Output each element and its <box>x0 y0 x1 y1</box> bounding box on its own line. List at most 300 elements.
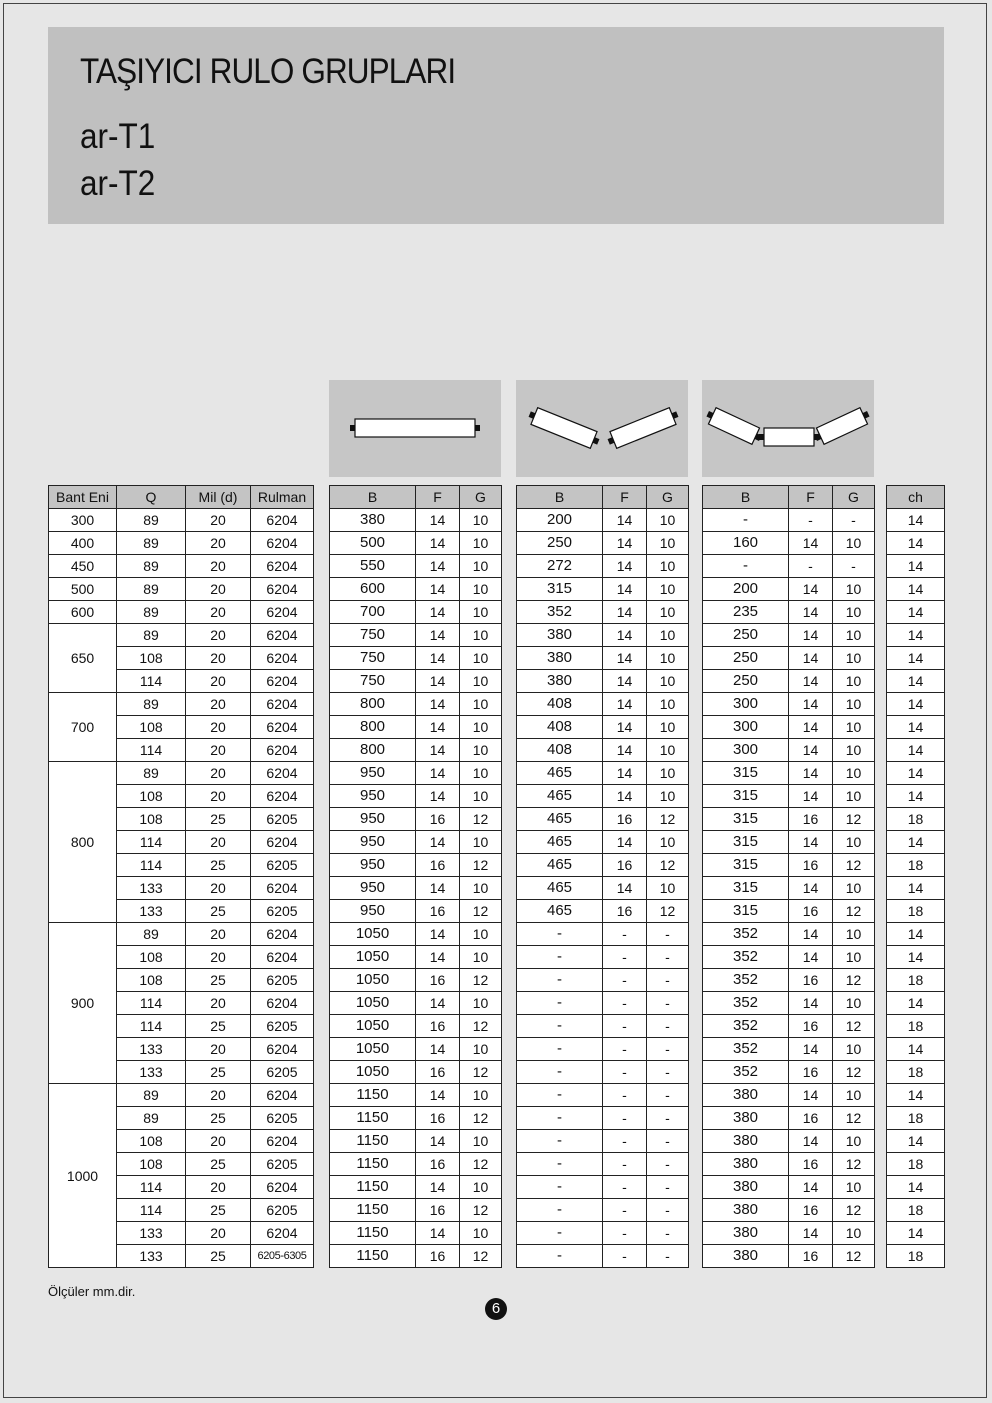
mil-cell: 20 <box>186 555 251 578</box>
b-cell: 315 <box>703 762 789 785</box>
ch-cell: 14 <box>887 693 945 716</box>
mil-cell: 20 <box>186 992 251 1015</box>
b-cell: - <box>703 555 789 578</box>
b-cell: - <box>517 1038 603 1061</box>
f-cell: 14 <box>416 785 460 808</box>
f-cell: - <box>603 1061 647 1084</box>
g-cell: 12 <box>833 1245 875 1268</box>
table-row <box>330 1245 502 1268</box>
b-cell: 700 <box>330 601 416 624</box>
g-cell: 10 <box>647 716 689 739</box>
table-row <box>703 532 875 555</box>
rulman-cell: 6204 <box>251 532 314 555</box>
f-cell: 16 <box>416 969 460 992</box>
b-cell: 160 <box>703 532 789 555</box>
ch-cell: 14 <box>887 624 945 647</box>
f-cell: 14 <box>603 647 647 670</box>
rulman-cell: 6204 <box>251 1038 314 1061</box>
f-cell: 14 <box>416 647 460 670</box>
table-row <box>887 739 945 762</box>
g-cell: 10 <box>460 647 502 670</box>
b-cell: 380 <box>703 1199 789 1222</box>
b-cell: 315 <box>703 831 789 854</box>
b-cell: 380 <box>517 624 603 647</box>
f-cell: 14 <box>416 693 460 716</box>
g-cell: 10 <box>460 624 502 647</box>
f-cell: - <box>603 1015 647 1038</box>
table-row <box>887 831 945 854</box>
f-cell: 14 <box>789 923 833 946</box>
q-cell: 89 <box>117 1084 186 1107</box>
main-spec-table <box>48 485 314 1268</box>
b-cell: 950 <box>330 900 416 923</box>
b-cell: 465 <box>517 808 603 831</box>
f-cell: 14 <box>789 1038 833 1061</box>
footnote: Ölçüler mm.dir. <box>48 1284 136 1299</box>
b-cell: 380 <box>703 1176 789 1199</box>
f-cell: 16 <box>416 1061 460 1084</box>
table-row <box>330 1084 502 1107</box>
f-cell: 14 <box>789 624 833 647</box>
f-cell: 14 <box>603 601 647 624</box>
table-row <box>703 555 875 578</box>
rulman-cell: 6204 <box>251 624 314 647</box>
table-row <box>517 946 689 969</box>
f-cell: 14 <box>416 1222 460 1245</box>
table-row <box>703 601 875 624</box>
ch-cell: 14 <box>887 1038 945 1061</box>
f-cell: 14 <box>603 532 647 555</box>
table-row <box>517 509 689 532</box>
b-cell: - <box>517 1245 603 1268</box>
mil-cell: 20 <box>186 716 251 739</box>
table-row <box>887 808 945 831</box>
g-cell: 10 <box>833 923 875 946</box>
b-cell: 950 <box>330 831 416 854</box>
table-row <box>330 831 502 854</box>
b-cell: 315 <box>703 854 789 877</box>
b-cell: 1050 <box>330 1061 416 1084</box>
table-row <box>887 601 945 624</box>
f-cell: 14 <box>416 509 460 532</box>
g-cell: 10 <box>460 578 502 601</box>
f-cell: 16 <box>603 900 647 923</box>
table-row <box>887 716 945 739</box>
q-cell: 133 <box>117 1038 186 1061</box>
g-cell: 10 <box>833 762 875 785</box>
bant-eni-cell: 700 <box>49 693 117 762</box>
table-row <box>49 555 314 578</box>
q-cell: 114 <box>117 854 186 877</box>
b-cell: - <box>517 1130 603 1153</box>
header-g: G <box>460 486 502 509</box>
table-row <box>517 1107 689 1130</box>
ch-cell: 18 <box>887 854 945 877</box>
rulman-cell: 6204 <box>251 716 314 739</box>
b-cell: 1050 <box>330 1015 416 1038</box>
b-cell: 352 <box>517 601 603 624</box>
table-row <box>703 762 875 785</box>
b-cell: 380 <box>517 670 603 693</box>
g-cell: 10 <box>647 831 689 854</box>
g-cell: 12 <box>647 808 689 831</box>
table-row <box>887 1222 945 1245</box>
table-row <box>330 900 502 923</box>
table-row <box>703 1245 875 1268</box>
mil-cell: 20 <box>186 785 251 808</box>
f-cell: 14 <box>416 831 460 854</box>
mil-cell: 25 <box>186 808 251 831</box>
header-b: B <box>330 486 416 509</box>
g-cell: 10 <box>833 716 875 739</box>
q-cell: 89 <box>117 923 186 946</box>
g-cell: 10 <box>833 877 875 900</box>
table-row <box>517 877 689 900</box>
f-cell: 16 <box>416 1245 460 1268</box>
header-q: Q <box>117 486 186 509</box>
f-cell: - <box>603 1038 647 1061</box>
table-row <box>887 1061 945 1084</box>
f-cell: 14 <box>789 1176 833 1199</box>
g-cell: 10 <box>460 670 502 693</box>
b-cell: 465 <box>517 762 603 785</box>
flat-roller-table <box>329 485 502 1268</box>
f-cell: 14 <box>789 532 833 555</box>
header-b: B <box>703 486 789 509</box>
table-row <box>330 785 502 808</box>
mil-cell: 20 <box>186 624 251 647</box>
g-cell: - <box>647 1084 689 1107</box>
table-row <box>703 670 875 693</box>
f-cell: - <box>603 1084 647 1107</box>
triple-roller-table <box>702 485 875 1268</box>
rulman-cell: 6204 <box>251 509 314 532</box>
table-row <box>887 624 945 647</box>
g-cell: 10 <box>833 992 875 1015</box>
b-cell: 352 <box>703 992 789 1015</box>
ch-cell: 18 <box>887 1153 945 1176</box>
rulman-cell: 6204 <box>251 601 314 624</box>
b-cell: - <box>517 1015 603 1038</box>
b-cell: 465 <box>517 877 603 900</box>
q-cell: 133 <box>117 1245 186 1268</box>
g-cell: 10 <box>460 762 502 785</box>
table-row <box>330 509 502 532</box>
f-cell: 14 <box>416 1130 460 1153</box>
q-cell: 89 <box>117 555 186 578</box>
g-cell: 10 <box>833 578 875 601</box>
table-row <box>49 1084 314 1107</box>
q-cell: 133 <box>117 1061 186 1084</box>
f-cell: 16 <box>416 1015 460 1038</box>
b-cell: 1150 <box>330 1130 416 1153</box>
table-row <box>887 670 945 693</box>
table-row <box>517 624 689 647</box>
table-row <box>330 1222 502 1245</box>
g-cell: 10 <box>833 670 875 693</box>
table-row <box>703 969 875 992</box>
b-cell: - <box>517 969 603 992</box>
mil-cell: 20 <box>186 601 251 624</box>
g-cell: - <box>647 969 689 992</box>
b-cell: 408 <box>517 716 603 739</box>
b-cell: 1150 <box>330 1176 416 1199</box>
table-row <box>517 716 689 739</box>
table-row <box>703 1153 875 1176</box>
b-cell: 300 <box>703 693 789 716</box>
mil-cell: 25 <box>186 854 251 877</box>
q-cell: 89 <box>117 532 186 555</box>
table-row <box>330 532 502 555</box>
f-cell: 14 <box>416 624 460 647</box>
ch-cell: 14 <box>887 946 945 969</box>
g-cell: - <box>647 1107 689 1130</box>
q-cell: 108 <box>117 969 186 992</box>
ch-cell: 14 <box>887 601 945 624</box>
g-cell: 12 <box>460 1153 502 1176</box>
f-cell: 16 <box>416 808 460 831</box>
q-cell: 114 <box>117 831 186 854</box>
b-cell: 352 <box>703 1061 789 1084</box>
table-row <box>517 647 689 670</box>
table-row <box>517 670 689 693</box>
g-cell: 12 <box>833 900 875 923</box>
g-cell: 12 <box>460 1245 502 1268</box>
b-cell: 380 <box>703 1084 789 1107</box>
f-cell: 14 <box>603 785 647 808</box>
g-cell: 10 <box>647 762 689 785</box>
g-cell: - <box>647 1130 689 1153</box>
table-row <box>517 808 689 831</box>
ch-cell: 14 <box>887 509 945 532</box>
g-cell: 12 <box>460 1061 502 1084</box>
model-name-2: ar-T2 <box>80 164 156 203</box>
f-cell: 14 <box>603 578 647 601</box>
b-cell: 380 <box>703 1222 789 1245</box>
q-cell: 114 <box>117 1176 186 1199</box>
b-cell: 250 <box>703 647 789 670</box>
f-cell: 14 <box>603 739 647 762</box>
table-row <box>330 808 502 831</box>
bant-eni-cell: 1000 <box>49 1084 117 1268</box>
rulman-cell: 6204 <box>251 670 314 693</box>
rulman-cell: 6205 <box>251 969 314 992</box>
b-cell: 550 <box>330 555 416 578</box>
b-cell: 465 <box>517 854 603 877</box>
q-cell: 89 <box>117 601 186 624</box>
b-cell: 750 <box>330 647 416 670</box>
f-cell: - <box>603 1130 647 1153</box>
table-row <box>330 739 502 762</box>
table-row <box>517 1176 689 1199</box>
q-cell: 108 <box>117 716 186 739</box>
table-row <box>887 854 945 877</box>
b-cell: 315 <box>703 877 789 900</box>
ch-cell: 18 <box>887 1061 945 1084</box>
g-cell: - <box>647 1199 689 1222</box>
g-cell: 12 <box>833 969 875 992</box>
mil-cell: 20 <box>186 877 251 900</box>
ch-cell: 14 <box>887 877 945 900</box>
table-row <box>887 1199 945 1222</box>
mil-cell: 25 <box>186 900 251 923</box>
f-cell: 16 <box>416 900 460 923</box>
g-cell: 10 <box>460 1176 502 1199</box>
f-cell: 14 <box>603 831 647 854</box>
f-cell: 14 <box>789 1222 833 1245</box>
mil-cell: 20 <box>186 509 251 532</box>
q-cell: 133 <box>117 900 186 923</box>
q-cell: 114 <box>117 1015 186 1038</box>
f-cell: 14 <box>603 693 647 716</box>
f-cell: 14 <box>789 762 833 785</box>
mil-cell: 25 <box>186 1153 251 1176</box>
b-cell: 380 <box>517 647 603 670</box>
b-cell: 1050 <box>330 946 416 969</box>
f-cell: 14 <box>416 946 460 969</box>
g-cell: - <box>647 992 689 1015</box>
table-row <box>703 923 875 946</box>
table-row <box>887 532 945 555</box>
table-row <box>703 831 875 854</box>
g-cell: 12 <box>460 1107 502 1130</box>
table-row <box>703 693 875 716</box>
g-cell: 12 <box>460 1199 502 1222</box>
g-cell: 10 <box>647 532 689 555</box>
b-cell: 352 <box>703 969 789 992</box>
ch-cell: 14 <box>887 831 945 854</box>
table-row <box>330 1038 502 1061</box>
table-row <box>703 854 875 877</box>
table-row <box>887 785 945 808</box>
f-cell: 16 <box>789 1153 833 1176</box>
g-cell: 10 <box>647 739 689 762</box>
b-cell: 800 <box>330 716 416 739</box>
b-cell: 950 <box>330 762 416 785</box>
b-cell: - <box>517 1199 603 1222</box>
f-cell: - <box>603 923 647 946</box>
b-cell: 600 <box>330 578 416 601</box>
rulman-cell: 6205 <box>251 1061 314 1084</box>
ch-cell: 14 <box>887 739 945 762</box>
f-cell: 14 <box>603 762 647 785</box>
g-cell: 10 <box>460 992 502 1015</box>
g-cell: 12 <box>833 1015 875 1038</box>
ch-cell: 14 <box>887 716 945 739</box>
f-cell: 14 <box>603 509 647 532</box>
f-cell: - <box>603 1222 647 1245</box>
table-row <box>330 578 502 601</box>
table-row <box>517 532 689 555</box>
b-cell: 380 <box>703 1153 789 1176</box>
rulman-cell: 6205 <box>251 1107 314 1130</box>
q-cell: 108 <box>117 808 186 831</box>
rulman-cell: 6204 <box>251 1130 314 1153</box>
triple-roller-diagram <box>702 380 874 477</box>
table-row <box>330 601 502 624</box>
table-row <box>887 877 945 900</box>
b-cell: - <box>517 992 603 1015</box>
table-row <box>703 1107 875 1130</box>
rulman-cell: 6205 <box>251 1015 314 1038</box>
table-row <box>517 923 689 946</box>
f-cell: 16 <box>416 1153 460 1176</box>
mil-cell: 20 <box>186 647 251 670</box>
g-cell: 10 <box>833 601 875 624</box>
mil-cell: 20 <box>186 578 251 601</box>
rulman-cell: 6204 <box>251 992 314 1015</box>
g-cell: 10 <box>460 509 502 532</box>
f-cell: 16 <box>603 808 647 831</box>
f-cell: 14 <box>789 785 833 808</box>
f-cell: 14 <box>603 670 647 693</box>
b-cell: 315 <box>703 808 789 831</box>
g-cell: 10 <box>460 601 502 624</box>
g-cell: 12 <box>460 854 502 877</box>
table-row <box>330 555 502 578</box>
table-row <box>517 1245 689 1268</box>
mil-cell: 20 <box>186 670 251 693</box>
mil-cell: 25 <box>186 969 251 992</box>
table-row <box>517 555 689 578</box>
q-cell: 114 <box>117 992 186 1015</box>
table-row <box>887 1245 945 1268</box>
table-row <box>330 1199 502 1222</box>
rulman-cell: 6204 <box>251 647 314 670</box>
table-row <box>330 1015 502 1038</box>
ch-cell: 14 <box>887 762 945 785</box>
ch-cell: 14 <box>887 923 945 946</box>
mil-cell: 20 <box>186 762 251 785</box>
table-row <box>517 1199 689 1222</box>
table-row <box>703 1199 875 1222</box>
rulman-cell: 6205-6305 <box>251 1245 314 1268</box>
table-row <box>887 1176 945 1199</box>
table-row <box>517 693 689 716</box>
table-row <box>703 877 875 900</box>
f-cell: 14 <box>416 1176 460 1199</box>
table-row <box>49 923 314 946</box>
g-cell: 12 <box>833 1061 875 1084</box>
rulman-cell: 6204 <box>251 785 314 808</box>
q-cell: 89 <box>117 578 186 601</box>
g-cell: 10 <box>647 555 689 578</box>
g-cell: 10 <box>647 670 689 693</box>
b-cell: 235 <box>703 601 789 624</box>
b-cell: - <box>703 509 789 532</box>
header-g: G <box>833 486 875 509</box>
bant-eni-cell: 400 <box>49 532 117 555</box>
table-row <box>703 716 875 739</box>
g-cell: 12 <box>833 1199 875 1222</box>
g-cell: 10 <box>647 785 689 808</box>
table-row <box>517 1130 689 1153</box>
table-row <box>330 854 502 877</box>
b-cell: 1150 <box>330 1199 416 1222</box>
g-cell: 12 <box>460 808 502 831</box>
header-bant-eni: Bant Eni <box>49 486 117 509</box>
rulman-cell: 6204 <box>251 877 314 900</box>
b-cell: 380 <box>703 1107 789 1130</box>
double-roller-diagram <box>516 380 688 477</box>
bant-eni-cell: 450 <box>49 555 117 578</box>
header-f: F <box>603 486 647 509</box>
g-cell: 10 <box>460 716 502 739</box>
q-cell: 89 <box>117 693 186 716</box>
table-row <box>330 992 502 1015</box>
b-cell: 408 <box>517 739 603 762</box>
table-row <box>517 1084 689 1107</box>
